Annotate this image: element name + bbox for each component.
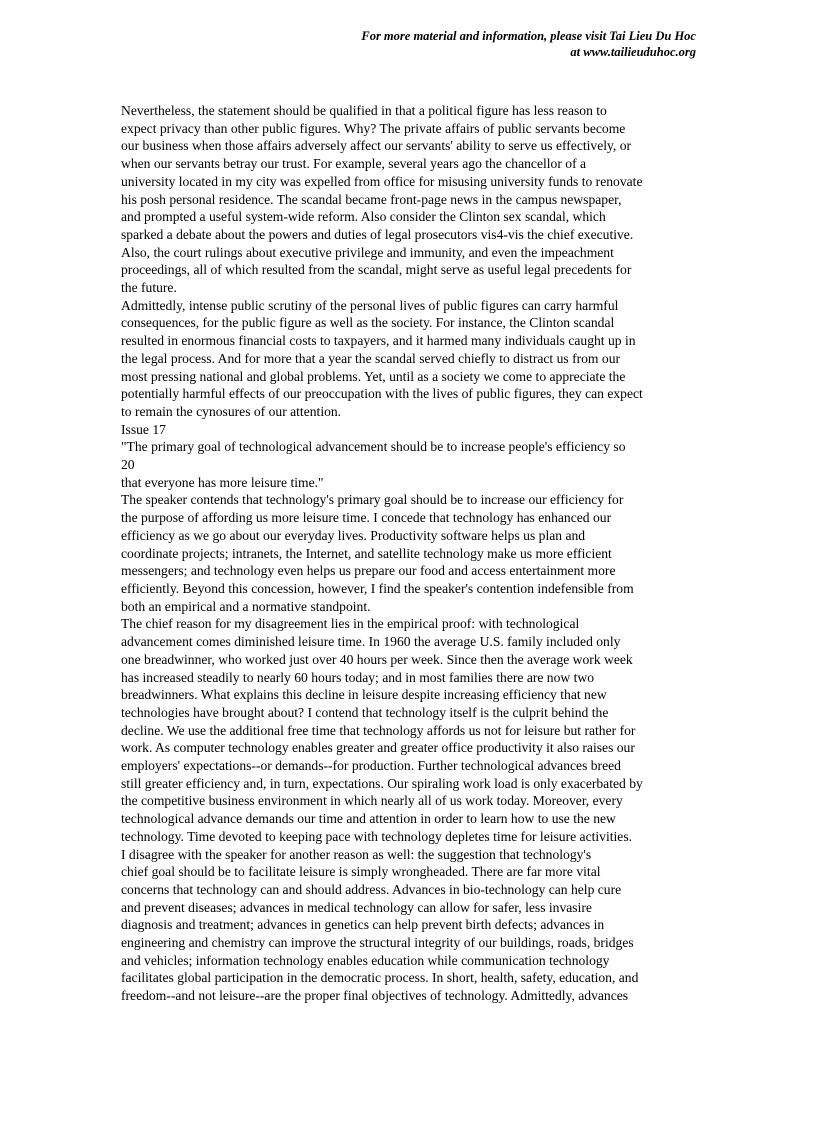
text-line: facilitates global participation in the democratic process. In short, health, safety, education, and: [121, 970, 639, 986]
text-line: decline. We use the additional free time that technology affords us not for leisure but rather for: [121, 722, 636, 738]
text-line: chief goal should be to facilitate leisure is simply wrongheaded. There are far more vital: [121, 864, 601, 880]
text-line: and prevent diseases; advances in medical technology can allow for safer, less invasire: [121, 899, 592, 915]
text-line: and prompted a useful system-wide reform. Also consider the Clinton sex scandal, which: [121, 209, 606, 225]
text-line: resulted in enormous financial costs to taxpayers, and it harmed many individuals caught up in: [121, 333, 636, 349]
text-line: The chief reason for my disagreement lies in the empirical proof: with technological: [121, 616, 580, 632]
text-line: and vehicles; information technology enables education while communication technology: [121, 952, 610, 968]
text-line: the purpose of affording us more leisure time. I concede that technology has enhanced our: [121, 510, 612, 526]
text-line: has increased steadily to nearly 60 hours today; and in most families there are now two: [121, 669, 595, 685]
text-line: work. As computer technology enables greater and greater office productivity it also raises our: [121, 740, 635, 756]
text-line: our business when those affairs adversely affect our servants' ability to serve us effectively, or: [121, 138, 632, 154]
text-line: I disagree with the speaker for another reason as well: the suggestion that technology's: [121, 846, 592, 862]
text-line: The speaker contends that technology's primary goal should be to increase our efficiency for: [121, 492, 624, 508]
text-line: Issue 17: [121, 421, 166, 437]
text-line: Also, the court rulings about executive privilege and immunity, and even the impeachment: [121, 244, 614, 260]
text-line: 20: [121, 457, 135, 473]
text-line: university located in my city was expelled from office for misusing university funds to renovate: [121, 173, 643, 189]
text-line: still greater efficiency and, in turn, expectations. Our spiraling work load is only exacerbated by: [121, 775, 643, 791]
header-line-2: at www.tailieuduhoc.org: [570, 45, 696, 59]
text-line: technology. Time devoted to keeping pace with technology depletes time for leisure activities.: [121, 828, 633, 844]
text-line: breadwinners. What explains this decline in leisure despite increasing efficiency that new: [121, 687, 607, 703]
text-line: diagnosis and treatment; advances in genetics can help prevent birth defects; advances in: [121, 917, 605, 933]
text-line: concerns that technology can and should address. Advances in bio-technology can help cure: [121, 881, 622, 897]
text-line: sparked a debate about the powers and duties of legal prosecutors vis4-vis the chief executive.: [121, 226, 634, 242]
text-line: most pressing national and global problems. Yet, until as a society we come to appreciate the: [121, 368, 626, 384]
text-line: that everyone has more leisure time.": [121, 474, 324, 490]
text-line: consequences, for the public figure as well as the society. For instance, the Clinton scandal: [121, 315, 615, 331]
text-line: to remain the cynosures of our attention.: [121, 403, 342, 419]
text-line: potentially harmful effects of our preoccupation with the lives of public figures, they can expect: [121, 386, 643, 402]
text-line: Nevertheless, the statement should be qualified in that a political figure has less reason to: [121, 103, 607, 118]
text-line: both an empirical and a normative standpoint.: [121, 598, 371, 614]
text-line: his posh personal residence. The scandal became front-page news in the campus newspaper,: [121, 191, 622, 207]
text-line: efficiently. Beyond this concession, however, I find the speaker's contention indefensible from: [121, 580, 634, 596]
header-line-1: For more material and information, please visit Tai Lieu Du Hoc: [361, 29, 696, 43]
text-line: Admittedly, intense public scrutiny of the personal lives of public figures can carry harmful: [121, 297, 619, 313]
document-body: [121, 102, 701, 1005]
page-header: [361, 28, 696, 60]
text-line: the legal process. And for more that a year the scandal served chiefly to distract us from our: [121, 350, 621, 366]
text-line: efficiency as we go about our everyday lives. Productivity software helps us plan and: [121, 527, 586, 543]
text-line: technological advance demands our time and attention in order to learn how to use the new: [121, 811, 616, 827]
text-line: messengers; and technology even helps us prepare our food and access entertainment more: [121, 563, 616, 579]
text-line: when our servants betray our trust. For example, several years ago the chancellor of a: [121, 156, 587, 172]
text-line: "The primary goal of technological advancement should be to increase people's efficiency so: [121, 439, 626, 455]
text-line: technologies have brought about? I contend that technology itself is the culprit behind the: [121, 704, 609, 720]
text-line: one breadwinner, who worked just over 40 hours per week. Since then the average work week: [121, 651, 633, 667]
text-line: expect privacy than other public figures. Why? The private affairs of public servants become: [121, 120, 626, 136]
text-line: the future.: [121, 280, 177, 296]
text-line: the competitive business environment in which nearly all of us work today. Moreover, every: [121, 793, 623, 809]
text-line: advancement comes diminished leisure time. In 1960 the average U.S. family included only: [121, 634, 621, 650]
text-line: engineering and chemistry can improve the structural integrity of our buildings, roads, bridges: [121, 935, 634, 951]
text-line: coordinate projects; intranets, the Internet, and satellite technology make us more efficient: [121, 545, 612, 561]
text-line: freedom--and not leisure--are the proper final objectives of technology. Admittedly, advances: [121, 988, 629, 1004]
text-line: proceedings, all of which resulted from the scandal, might serve as useful legal precedents for: [121, 262, 632, 278]
text-line: employers' expectations--or demands--for production. Further technological advances breed: [121, 758, 621, 774]
